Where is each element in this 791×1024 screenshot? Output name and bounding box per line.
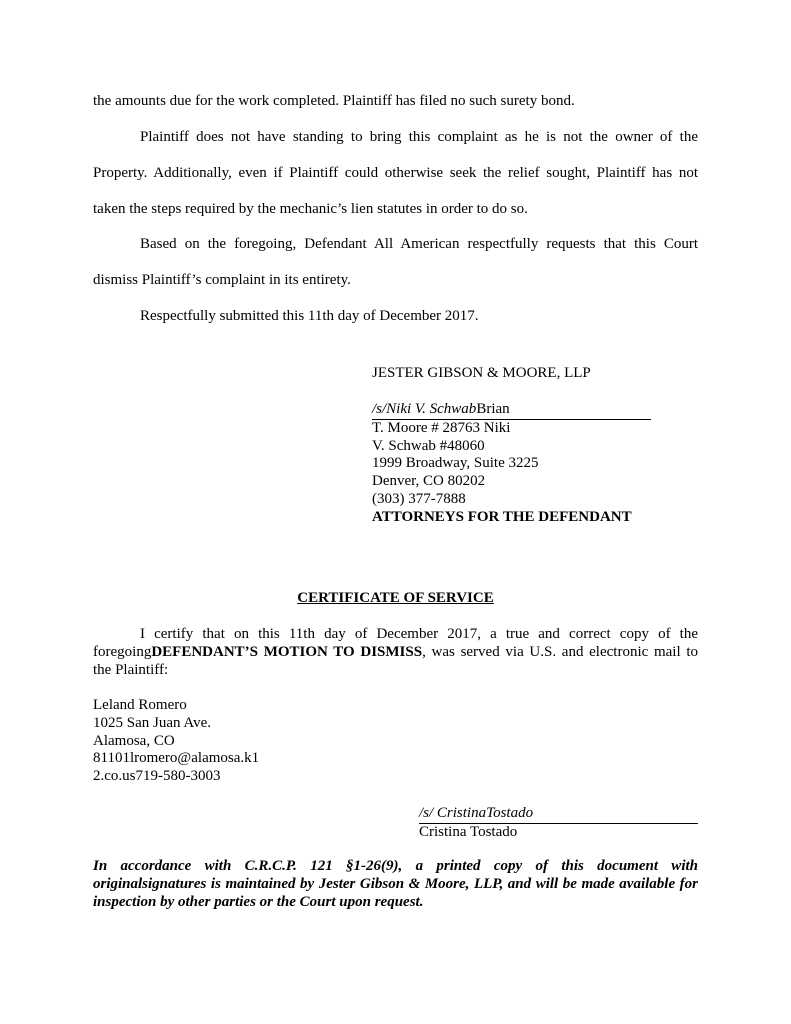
signature-retention-note: In accordance with C.R.C.P. 121 §1-26(9), a printed copy of this document with originalsignatures is maintained by Jester Gibson & Moore, LLP, and will be made available for inspection by other parties or the Court upon request. xyxy=(93,858,698,910)
attorney-line: T. Moore # 28763 Niki xyxy=(372,419,511,436)
submission-date-line: Respectfully submitted this 11th day of December 2017. xyxy=(140,308,479,324)
recipient-contact: 2.co.us719-580-3003 xyxy=(93,768,221,785)
attorney-signature-block xyxy=(372,401,651,527)
recipient-street: 1025 San Juan Ave. xyxy=(93,714,212,731)
body-line: Property. Additionally, even if Plaintiff could otherwise seek the relief sought, Plaintiff has not xyxy=(93,165,698,181)
motion-title: DEFENDANT’S MOTION TO DISMISS xyxy=(151,644,423,660)
firm-address-city: Denver, CO 80202 xyxy=(372,473,486,490)
signature-line xyxy=(419,805,698,824)
signature-tail: Brian xyxy=(476,401,510,417)
electronic-signature: /s/Niki V. Schwab xyxy=(372,401,477,417)
firm-phone: (303) 377-7888 xyxy=(372,490,466,507)
certificate-heading: CERTIFICATE OF SERVICE xyxy=(297,590,494,606)
body-line: Based on the foregoing, Defendant All American respectfully requests that this Court xyxy=(140,236,698,252)
attorney-line: V. Schwab #48060 xyxy=(372,437,485,454)
electronic-signature: /s/ CristinaTostado xyxy=(419,805,534,821)
body-line: Plaintiff does not have standing to bring this complaint as he is not the owner of the xyxy=(140,129,698,145)
firm-name: JESTER GIBSON & MOORE, LLP xyxy=(372,365,591,381)
firm-address-street: 1999 Broadway, Suite 3225 xyxy=(372,455,539,472)
body-line: the amounts due for the work completed. Plaintiff has filed no such surety bond. xyxy=(93,93,575,109)
recipient-name: Leland Romero xyxy=(93,697,187,713)
body-line: taken the steps required by the mechanic’s lien statutes in order to do so. xyxy=(93,201,528,217)
recipient-contact: 81101lromero@alamosa.k1 xyxy=(93,750,260,767)
attorney-role: ATTORNEYS FOR THE DEFENDANT xyxy=(372,508,632,525)
service-signature-block xyxy=(419,805,698,842)
certificate-text: the Plaintiff: xyxy=(93,662,169,678)
certificate-text: I certify that on this 11th day of December 2017, a true and correct copy of the xyxy=(140,626,698,642)
signer-name: Cristina Tostado xyxy=(419,823,518,840)
body-line: dismiss Plaintiff’s complaint in its entirety. xyxy=(93,272,351,288)
certificate-text: foregoingDEFENDANT’S MOTION TO DISMISS, was served via U.S. and electronic mail to xyxy=(93,644,699,660)
recipient-city: Alamosa, CO xyxy=(93,732,175,749)
signature-line xyxy=(372,401,651,420)
recipient-address xyxy=(93,697,259,786)
